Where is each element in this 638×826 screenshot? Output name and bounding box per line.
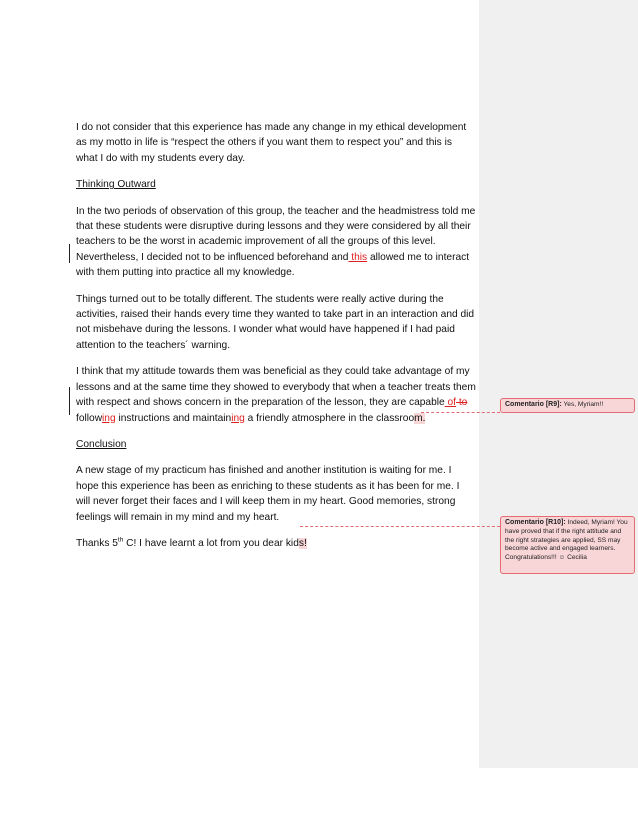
comment-connector — [421, 412, 500, 413]
heading-conclusion: Conclusion — [76, 438, 127, 450]
paragraph: Things turned out to be totally different. The students were really active during the activities, raised their hands every time they wanted to take part in an interaction and did not misbehave during the lessons. I wonder what would have happened if I had paid attention to the teachers´ warning. — [76, 293, 475, 351]
inserted-text: this — [348, 251, 368, 263]
comment-anchor-r10[interactable]: s! — [298, 537, 307, 549]
inserted-text: ing — [102, 412, 116, 424]
paragraph: I think that my attitude towards them was beneficial as they could take advantage of my lessons and at the same time they showed to everybody that when a teacher treats them with respect and shows concern in the preparation of the lesson, they are capable of to following instructions and maintaining a friendly atmosphere in the classroom. — [76, 366, 476, 424]
paragraph: Thanks 5th C! I have learnt a lot from you dear kids! — [76, 536, 307, 549]
comment-text: Indeed, Myriam! You have proved that if the right attitude and the right strategies are applied, SS may become active and engaged learners. Congratulations!!! ☺ Cecilia — [505, 519, 628, 562]
heading-thinking-outward: Thinking Outward — [76, 179, 156, 191]
comment-text: Yes, Myriam!! — [563, 401, 604, 408]
deleted-text: to — [456, 397, 468, 409]
inserted-text: of — [444, 397, 456, 409]
markup-pane — [479, 0, 638, 768]
paragraph: I do not consider that this experience has made any change in my ethical development as my motto in life is “respect the others if you want them to respect you” and this is what I do with my students every day. — [76, 122, 467, 164]
comment-balloon-r9[interactable] — [500, 398, 635, 413]
paragraph: A new stage of my practicum has finished and another institution is waiting for me. I hope this experience has been as enriching to these students as it has been for me. I will never forget their faces and I will keep them in my heart. Good memories, strong feelings will remain in my mind and my heart. — [76, 465, 460, 523]
document-body[interactable] — [76, 120, 476, 562]
comment-anchor-r9[interactable]: m. — [414, 412, 426, 424]
comment-label: Comentario [R10]: — [505, 519, 566, 526]
comment-label: Comentario [R9]: — [505, 401, 562, 408]
comment-connector — [300, 526, 500, 527]
paragraph: In the two periods of observation of this group, the teacher and the headmistress told me that these students were disruptive during lessons and they were considered by all their teachers to be the worst in academic improvement of all the groups of this level. Nevertheless, I decided not to be influenced beforehand and this allowed me to interact with them putting into practice all my knowledge. — [76, 205, 476, 279]
inserted-text: ing — [231, 412, 245, 424]
comment-balloon-r10[interactable] — [500, 516, 635, 574]
superscript: th — [117, 536, 124, 544]
change-bar — [69, 387, 70, 415]
change-bar — [69, 244, 70, 263]
